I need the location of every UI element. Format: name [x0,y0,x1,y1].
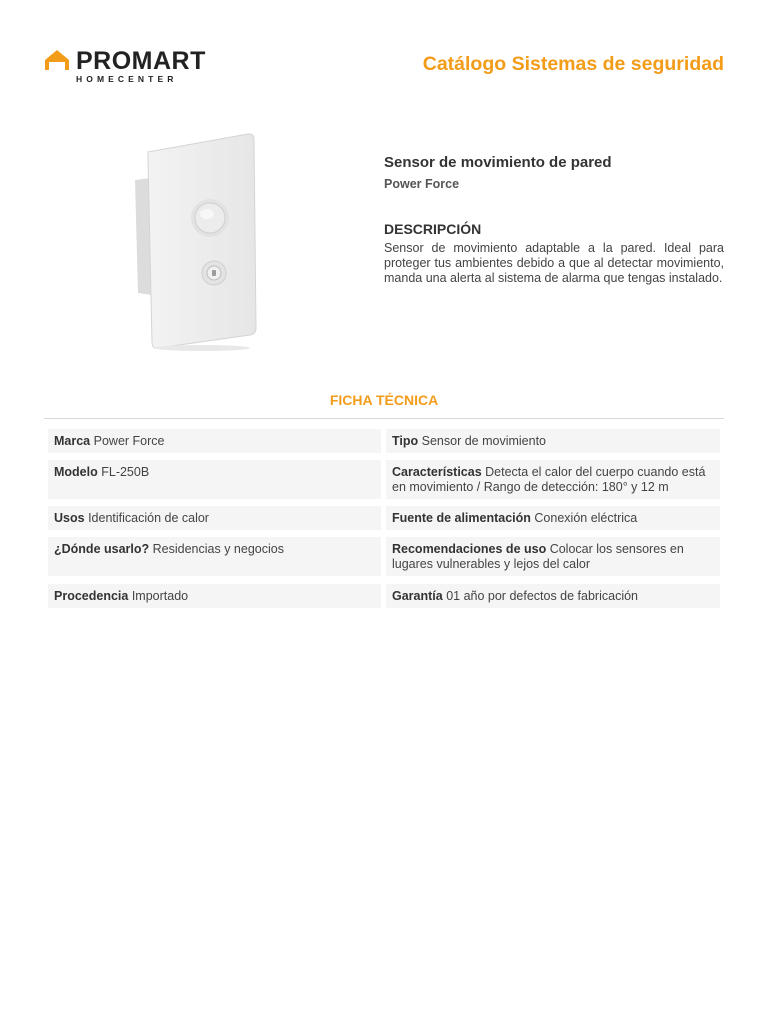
spec-cell-tipo [386,429,720,453]
description-heading: DESCRIPCIÓN [384,221,482,237]
spec-label: ¿Dónde usarlo? [54,542,150,556]
spec-cell-modelo [48,460,381,499]
ficha-tecnica-heading: FICHA TÉCNICA [329,392,439,408]
spec-label: Marca [54,434,91,448]
motion-sensor-image [130,130,260,352]
spec-value: Conexión eléctrica [534,511,638,525]
spec-cell-usos [48,506,381,530]
spec-cell-procedencia [48,584,381,608]
product-description: Sensor de movimiento adaptable a la pared. Ideal para proteger tus ambientes debido a que al detectar movimiento, manda una alerta al sistema de alarma que tengas instalado. [384,241,724,286]
spec-cell-marca [48,429,381,453]
spec-label: Usos [54,511,85,525]
logo-wordmark: PROMART [76,47,206,75]
logo-subtitle: HOMECENTER [76,74,178,84]
spec-label: Fuente de alimentación [392,511,531,525]
promart-logo [43,48,213,88]
spec-value: Sensor de movimiento [421,434,547,448]
spec-value: FL-250B [101,465,150,479]
spec-label: Recomendaciones de uso [392,542,547,556]
spec-value: Power Force [93,434,165,448]
spec-cell-fuente [386,506,720,530]
spec-label: Características [392,465,482,479]
spec-cell-recomendaciones [386,537,720,576]
spec-label: Tipo [392,434,419,448]
spec-value: Importado [131,589,189,603]
product-brand: Power Force [384,177,460,191]
spec-value: Residencias y negocios [152,542,284,556]
spec-value: 01 año por defectos de fabricación [446,589,638,603]
section-divider [44,418,724,419]
spec-cell-caracteristicas [386,460,720,499]
house-roof-icon [43,48,73,72]
spec-label: Modelo [54,465,98,479]
product-name: Sensor de movimiento de pared [384,154,612,171]
spec-cell-garantia [386,584,720,608]
spec-cell-donde-usarlo [48,537,381,576]
spec-label: Procedencia [54,589,129,603]
spec-label: Garantía [392,589,443,603]
spec-value: Detecta el calor del cuerpo cuando está en movimiento / Rango de detección: 180° y 12 m [392,465,706,495]
spec-value: Colocar los sensores en lugares vulnerables y lejos del calor [392,542,684,572]
spec-value: Identificación de calor [88,511,209,525]
catalog-title: Catálogo Sistemas de seguridad [422,53,724,75]
